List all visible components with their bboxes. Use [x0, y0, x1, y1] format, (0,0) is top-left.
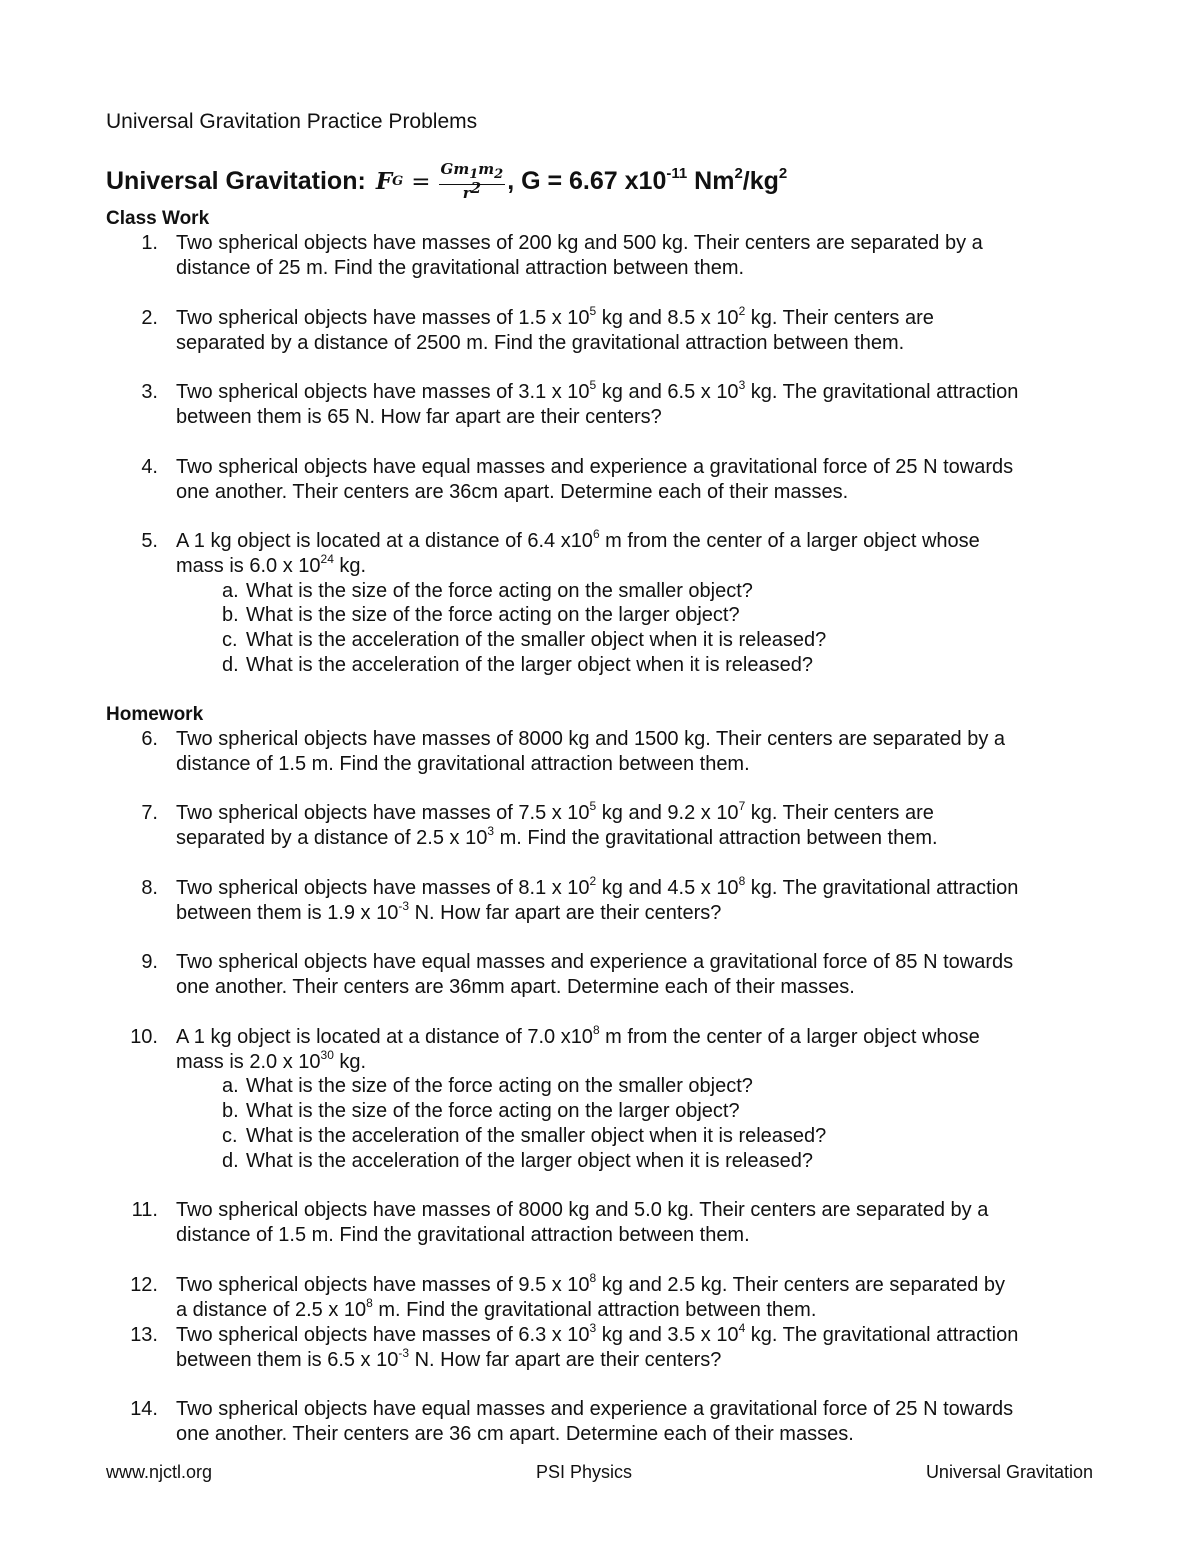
problem-7-line-1: Two spherical objects have masses of 7.5 x $10^5$ kg and 9.2 x $10^7$ kg. Their centers are	[176, 799, 934, 824]
gravitational-constant: , G = 6.67 $x10^{-11}$ $Nm^2/kg^2$	[507, 165, 788, 196]
footer-website: www.njctl.org	[106, 1462, 213, 1482]
sub-question-letter: d.	[222, 1150, 239, 1172]
problem-number: 14.	[130, 1398, 158, 1420]
problem-1-line-1: Two spherical objects have masses of 200 kg and 500 kg. Their centers are separated by a	[176, 232, 983, 254]
problem-5-line-1: A 1 kg object is located at a distance of 6.4 $x10^6$ m from the center of a larger object whose	[176, 527, 980, 552]
problem-number: 10.	[130, 1026, 158, 1048]
problem-number: 4.	[141, 456, 158, 478]
problem-8-line-1: Two spherical objects have masses of 8.1 x $10^2$ kg and 4.5 x $10^8$ kg. The gravitational attraction	[176, 874, 1019, 899]
formula-heading	[106, 161, 787, 202]
problem-11-line-2: distance of 1.5 m. Find the gravitational attraction between them.	[176, 1224, 750, 1246]
problem-14-line-2: one another. Their centers are 36 cm apart. Determine each of their masses.	[176, 1423, 854, 1445]
sub-question-text: What is the acceleration of the smaller object when it is released?	[246, 629, 827, 651]
sub-question-text: What is the acceleration of the larger object when it is released?	[246, 1150, 813, 1172]
sub-question-text: What is the acceleration of the larger object when it is released?	[246, 654, 813, 676]
problem-9-line-1: Two spherical objects have equal masses and experience a gravitational force of 85 N towards	[176, 951, 1014, 973]
problem-9-line-2: one another. Their centers are 36mm apart. Determine each of their masses.	[176, 976, 855, 998]
footer-course: PSI Physics	[536, 1462, 633, 1482]
problem-number: 11.	[131, 1199, 158, 1221]
problem-2-line-1: Two spherical objects have masses of 1.5 x $10^5$ kg and 8.5 x $10^2$ kg. Their centers are	[176, 304, 934, 329]
problem-number: 13.	[130, 1324, 158, 1346]
document-title: Universal Gravitation Practice Problems	[106, 110, 478, 133]
problem-4-line-2: one another. Their centers are 36cm apart. Determine each of their masses.	[176, 481, 849, 503]
sub-question-letter: b.	[222, 604, 239, 626]
problem-13-line-1: Two spherical objects have masses of 6.3 x $10^3$ kg and 3.5 x $10^4$ kg. The gravitational attraction	[176, 1321, 1019, 1346]
problem-6-line-2: distance of 1.5 m. Find the gravitational attraction between them.	[176, 753, 750, 775]
problem-number: 6.	[141, 728, 158, 750]
problem-6-line-1: Two spherical objects have masses of 8000 kg and 1500 kg. Their centers are separated by a	[176, 728, 1006, 750]
sub-question-text: What is the size of the force acting on the larger object?	[246, 1100, 740, 1122]
problem-number: 12.	[130, 1274, 158, 1296]
sub-question-text: What is the acceleration of the smaller object when it is released?	[246, 1125, 827, 1147]
problem-number: 7.	[141, 802, 158, 824]
section-heading-homework: Homework	[106, 704, 204, 725]
problem-number: 2.	[141, 307, 158, 329]
problem-7-line-2: separated by a distance of 2.5 x $10^3$ m. Find the gravitational attraction between them.	[176, 824, 938, 849]
problem-2-line-2: separated by a distance of 2500 m. Find the gravitational attraction between them.	[176, 332, 905, 354]
problem-1-line-2: distance of 25 m. Find the gravitational attraction between them.	[176, 257, 745, 279]
sub-question-letter: d.	[222, 654, 239, 676]
problem-number: 3.	[141, 381, 158, 403]
problem-number: 5.	[141, 530, 158, 552]
problem-14-line-1: Two spherical objects have equal masses and experience a gravitational force of 25 N towards	[176, 1398, 1014, 1420]
problem-10-line-2: mass is 2.0 x $10^{30}$ kg.	[176, 1048, 367, 1073]
sub-question-letter: a.	[222, 580, 239, 602]
problem-number: 1.	[141, 232, 158, 254]
section-heading-classwork: Class Work	[106, 208, 210, 229]
problem-8-line-2: between them is 1.9 x $10^{-3}$ N. How far apart are their centers?	[176, 899, 722, 924]
problem-4-line-1: Two spherical objects have equal masses and experience a gravitational force of 25 N towards	[176, 456, 1014, 478]
problem-13-line-2: between them is 6.5 x $10^{-3}$ N. How far apart are their centers?	[176, 1346, 722, 1371]
sub-question-letter: c.	[222, 629, 238, 651]
problem-number: 8.	[141, 877, 158, 899]
sub-question-text: What is the size of the force acting on the larger object?	[246, 604, 740, 626]
formula-label: Universal Gravitation:	[106, 167, 366, 196]
problem-3-line-1: Two spherical objects have masses of 3.1 x $10^5$ kg and 6.5 x $10^3$ kg. The gravitational attraction	[176, 378, 1019, 403]
problem-12-line-2: a distance of 2.5 x $10^8$ m. Find the gravitational attraction between them.	[176, 1296, 817, 1321]
problem-3-line-2: between them is 65 N. How far apart are their centers?	[176, 406, 662, 428]
sub-question-letter: a.	[222, 1075, 239, 1097]
problem-5-line-2: mass is 6.0 x $10^{24}$ kg.	[176, 552, 367, 577]
sub-question-letter: b.	[222, 1100, 239, 1122]
sub-question-text: What is the size of the force acting on the smaller object?	[246, 580, 753, 602]
formula-fraction: $\frac{Gm_1m_2}{r^2}$	[440, 160, 504, 202]
sub-question-letter: c.	[222, 1125, 238, 1147]
problem-12-line-1: Two spherical objects have masses of 9.5 x $10^8$ kg and 2.5 kg. Their centers are separated by	[176, 1271, 1005, 1296]
formula-math: F G = $\frac{Gm_1m_2}{r^2}$	[375, 160, 504, 202]
problem-11-line-1: Two spherical objects have masses of 8000 kg and 5.0 kg. Their centers are separated by a	[176, 1199, 989, 1221]
problem-10-line-1: A 1 kg object is located at a distance of 7.0 $x10^8$ m from the center of a larger object whose	[176, 1023, 980, 1048]
problem-number: 9.	[141, 951, 158, 973]
sub-question-text: What is the size of the force acting on the smaller object?	[246, 1075, 753, 1097]
footer-topic: Universal Gravitation	[925, 1462, 1093, 1482]
